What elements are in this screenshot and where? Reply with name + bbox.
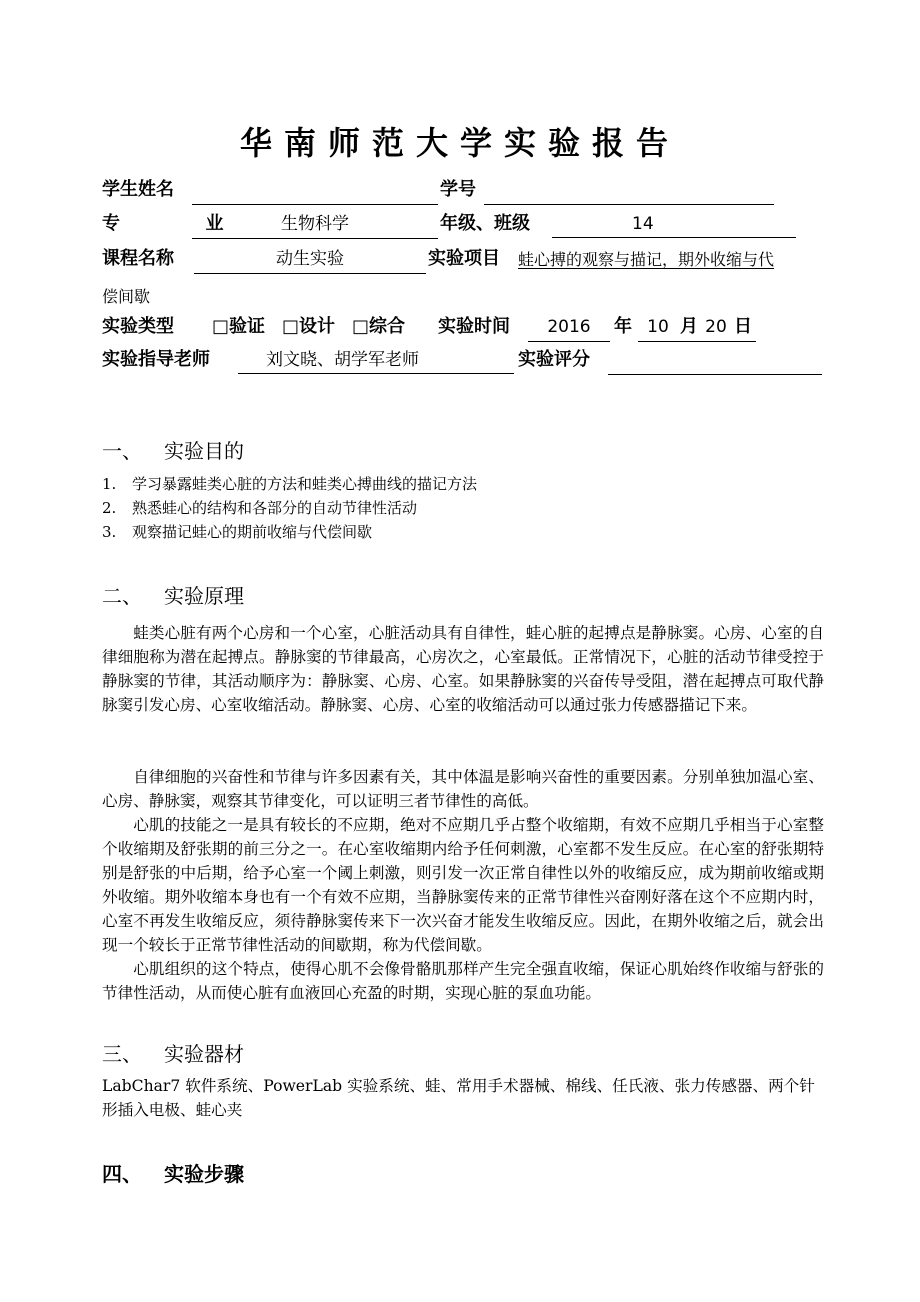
student-name-field[interactable] — [192, 176, 438, 205]
major-row — [102, 210, 822, 240]
section-title: 实验步骤 — [164, 1162, 244, 1186]
list-item — [102, 496, 822, 520]
principle-paragraph-4: 心肌组织的这个特点，使得心肌不会像骨骼肌那样产生完全强直收缩，保证心肌始终作收缩与舒张的节律性活动，从而使心脏有血液回心充盈的时期，实现心脏的泵血功能。 — [102, 960, 824, 1002]
project-label: 实验项目 — [428, 248, 500, 269]
experiment-type-label: 实验类型 — [102, 316, 174, 337]
student-name-label: 学生姓名 — [102, 179, 174, 200]
day-unit: 日 — [734, 316, 752, 337]
purpose-list — [102, 472, 822, 544]
grade-class-label: 年级、班级 — [440, 213, 530, 234]
list-number: 2. — [102, 499, 117, 517]
page-title: 华南师范大学实验报告 — [239, 124, 680, 162]
section-title: 实验原理 — [164, 584, 244, 608]
year-field[interactable]: 2016 — [528, 313, 610, 342]
list-text: 熟悉蛙心的结构和各部分的自动节律性活动 — [132, 499, 418, 517]
section-number: 三、 — [102, 1042, 142, 1066]
list-item — [102, 472, 822, 496]
day-field[interactable]: 20 — [700, 313, 732, 342]
principle-paragraph-2: 自律细胞的兴奋性和节律与许多因素有关，其中体温是影响兴奋性的重要因素。分别单独加温心室、心房、静脉窦，观察其节律变化，可以证明三者节律性的高低。 — [102, 768, 824, 810]
month-unit: 月 — [680, 316, 698, 337]
student-id-field[interactable] — [484, 176, 774, 205]
course-row — [102, 245, 822, 275]
project-field-line2: 偿间歇 — [102, 287, 151, 306]
option-comprehensive-checkbox[interactable]: □综合 — [352, 316, 406, 337]
section-title: 实验目的 — [164, 439, 244, 463]
list-text: 观察描记蛙心的期前收缩与代偿间歇 — [132, 523, 373, 541]
student-id-label: 学号 — [440, 179, 476, 200]
option-design-checkbox[interactable]: □设计 — [282, 316, 336, 337]
option-verify-checkbox[interactable]: □验证 — [212, 316, 266, 337]
course-field[interactable]: 动生实验 — [194, 245, 426, 274]
teacher-field[interactable]: 刘文晓、胡学军老师 — [238, 346, 514, 374]
month-field[interactable]: 10 — [638, 313, 678, 342]
project-value: 蛙心搏的观察与描记，期外收缩与代 — [518, 250, 775, 269]
course-label: 课程名称 — [102, 248, 174, 269]
teacher-row — [102, 346, 822, 376]
materials-text: LabChar7 软件系统、PowerLab 实验系统、蛙、常用手术器械、棉线、任氏液、张力传感器、两个针形插入电极、蛙心夹 — [102, 1077, 815, 1119]
list-text: 学习暴露蛙类心脏的方法和蛙类心搏曲线的描记方法 — [132, 475, 478, 493]
list-item — [102, 520, 822, 544]
principle-paragraph-3: 心肌的技能之一是具有较长的不应期，绝对不应期几乎占整个收缩期，有效不应期几乎相当于心室整个收缩期及舒张期的前三分之一。在心室收缩期内给予任何刺激，心室都不发生反应。在心室的舒张期特别是舒张的中后期，给予心室一个阈上刺激，则引发一次正常自律性以外的收缩反应，成为期前收缩或期外收缩。期外收缩本身也有一个有效不应期，当静脉窦传来的正常节律性兴奋刚好落在这个不应期内时，心室不再发生收缩反应，须待静脉窦传来下一次兴奋才能发生收缩反应。因此，在期外收缩之后，就会出现一个较长于正常节律性活动的间歇期，称为代偿间歇。 — [102, 816, 824, 954]
list-number: 1. — [102, 475, 117, 493]
score-label: 实验评分 — [518, 349, 590, 370]
section-title: 实验器材 — [164, 1042, 244, 1066]
type-time-row — [102, 313, 822, 343]
teacher-label: 实验指导老师 — [102, 349, 210, 370]
major-field[interactable]: 生物科学 — [192, 210, 438, 239]
list-number: 3. — [102, 523, 117, 541]
score-field[interactable] — [608, 346, 822, 375]
section-number: 一、 — [102, 439, 142, 463]
student-info-row — [102, 176, 822, 206]
experiment-time-label: 实验时间 — [438, 316, 510, 337]
major-label: 专 业 — [102, 213, 264, 234]
grade-class-field[interactable]: 14 — [552, 210, 796, 238]
principle-paragraph-1: 蛙类心脏有两个心房和一个心室，心脏活动具有自律性，蛙心脏的起搏点是静脉窦。心房、心室的自律细胞称为潜在起搏点。静脉窦的节律最高，心房次之，心室最低。正常情况下，心脏的活动节律受控于静脉窦的节律，其活动顺序为：静脉窦、心房、心室。如果静脉窦的兴奋传导受阻，潜在起搏点可取代静脉窦引发心房、心室收缩活动。静脉窦、心房、心室的收缩活动可以通过张力传感器描记下来。 — [102, 624, 824, 714]
section-number: 二、 — [102, 584, 142, 608]
project-field-line1[interactable] — [518, 246, 774, 274]
year-unit: 年 — [614, 316, 632, 337]
section-number: 四、 — [102, 1162, 142, 1186]
